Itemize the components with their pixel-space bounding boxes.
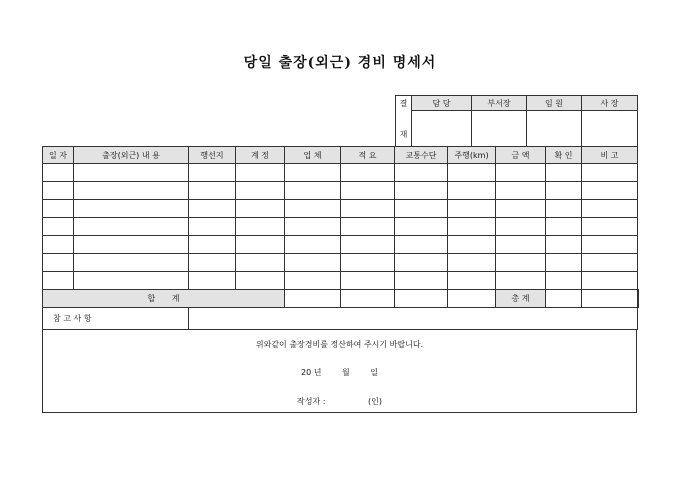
table-row: [43, 236, 639, 254]
table-cell[interactable]: [546, 182, 582, 200]
table-cell[interactable]: [448, 164, 496, 182]
table-cell[interactable]: [395, 272, 448, 290]
table-cell[interactable]: [236, 164, 285, 182]
approval-sign-executive[interactable]: [527, 111, 582, 147]
table-cell[interactable]: [236, 182, 285, 200]
approval-role-staff: 담 당: [412, 96, 472, 111]
table-cell[interactable]: [74, 254, 189, 272]
table-cell[interactable]: [189, 164, 236, 182]
table-cell[interactable]: [546, 218, 582, 236]
confirm-statement: 위와같이 출장경비를 정산하여 주시기 바랍니다.: [255, 340, 424, 349]
table-cell[interactable]: [236, 254, 285, 272]
header-confirm: 확 인: [546, 147, 582, 164]
table-cell[interactable]: [496, 254, 546, 272]
table-cell[interactable]: [189, 200, 236, 218]
table-cell[interactable]: [189, 272, 236, 290]
table-cell[interactable]: [43, 182, 74, 200]
table-cell[interactable]: [285, 164, 341, 182]
table-cell[interactable]: [341, 218, 395, 236]
header-content: 출장(외근) 내 용: [74, 147, 189, 164]
approval-sign-president[interactable]: [582, 111, 638, 147]
table-cell[interactable]: [546, 236, 582, 254]
sum-description-cell[interactable]: [341, 290, 395, 308]
header-remarks: 비 고: [582, 147, 638, 164]
table-cell[interactable]: [43, 218, 74, 236]
table-cell[interactable]: [74, 272, 189, 290]
confirm-date-line: [43, 367, 636, 378]
table-cell[interactable]: [74, 164, 189, 182]
table-cell[interactable]: [285, 254, 341, 272]
table-cell[interactable]: [395, 200, 448, 218]
confirm-author-line: [43, 396, 636, 407]
table-cell[interactable]: [582, 164, 638, 182]
table-cell[interactable]: [448, 182, 496, 200]
table-cell[interactable]: [496, 218, 546, 236]
header-vendor: 업 체: [285, 147, 341, 164]
table-cell[interactable]: [582, 272, 638, 290]
table-cell[interactable]: [448, 272, 496, 290]
total-amount-cell[interactable]: [546, 290, 582, 308]
table-cell[interactable]: [189, 182, 236, 200]
approval-role-president: 사 장: [582, 96, 638, 111]
table-cell[interactable]: [341, 272, 395, 290]
table-cell[interactable]: [448, 200, 496, 218]
table-cell[interactable]: [582, 254, 638, 272]
table-cell[interactable]: [43, 164, 74, 182]
table-cell[interactable]: [285, 200, 341, 218]
table-cell[interactable]: [74, 200, 189, 218]
note-row: [43, 308, 639, 330]
header-description: 적 요: [341, 147, 395, 164]
table-cell[interactable]: [341, 200, 395, 218]
table-cell[interactable]: [395, 164, 448, 182]
table-cell[interactable]: [496, 164, 546, 182]
table-row: [43, 164, 639, 182]
header-mileage: 주행(km): [448, 147, 496, 164]
approval-side-top: 결: [396, 96, 412, 111]
seal-mark: (인): [368, 397, 382, 406]
table-cell[interactable]: [74, 236, 189, 254]
table-cell[interactable]: [341, 182, 395, 200]
confirm-month: 월: [341, 368, 350, 377]
header-destination: 행선지: [189, 147, 236, 164]
table-cell[interactable]: [341, 254, 395, 272]
confirm-day: 일: [370, 368, 378, 377]
total-remarks-cell[interactable]: [638, 290, 639, 308]
table-cell[interactable]: [341, 236, 395, 254]
sum-vendor-cell[interactable]: [285, 290, 341, 308]
table-cell[interactable]: [236, 236, 285, 254]
author-label: 작성자 :: [297, 397, 326, 406]
table-cell[interactable]: [395, 254, 448, 272]
table-cell[interactable]: [285, 218, 341, 236]
document-title: 당일 출장(외근) 경비 명세서: [243, 55, 437, 71]
note-input[interactable]: [189, 308, 638, 330]
approval-table: [395, 95, 638, 147]
header-amount: 금 액: [496, 147, 546, 164]
table-cell[interactable]: [236, 218, 285, 236]
table-cell[interactable]: [546, 272, 582, 290]
table-cell[interactable]: [582, 236, 638, 254]
table-cell[interactable]: [189, 254, 236, 272]
table-cell[interactable]: [43, 272, 74, 290]
approval-role-dept-head: 부서장: [472, 96, 527, 111]
table-row: [43, 254, 639, 272]
total-label: 총 계: [496, 290, 546, 308]
note-label: 참 고 사 항: [53, 314, 92, 323]
table-row: [43, 272, 639, 290]
approval-sign-dept-head[interactable]: [472, 111, 527, 147]
approval-side-bottom: 재: [396, 111, 412, 147]
table-cell[interactable]: [448, 218, 496, 236]
approval-role-executive: 임 원: [527, 96, 582, 111]
confirmation-block: [42, 330, 637, 413]
table-cell[interactable]: [395, 218, 448, 236]
table-cell[interactable]: [285, 272, 341, 290]
table-cell[interactable]: [546, 200, 582, 218]
sum-transport-cell[interactable]: [395, 290, 448, 308]
table-cell[interactable]: [496, 236, 546, 254]
table-cell[interactable]: [189, 236, 236, 254]
header-account: 계 정: [236, 147, 285, 164]
table-cell[interactable]: [285, 236, 341, 254]
total-confirm-cell[interactable]: [582, 290, 638, 308]
table-cell[interactable]: [43, 236, 74, 254]
table-cell[interactable]: [74, 218, 189, 236]
sum-extra-cell[interactable]: [448, 290, 496, 308]
table-cell[interactable]: [582, 182, 638, 200]
table-row: [43, 200, 639, 218]
table-row: [43, 182, 639, 200]
table-cell[interactable]: [582, 218, 638, 236]
table-cell[interactable]: [341, 164, 395, 182]
approval-sign-staff[interactable]: [412, 111, 472, 147]
table-cell[interactable]: [582, 200, 638, 218]
sum-row: [43, 290, 639, 308]
table-cell[interactable]: [546, 254, 582, 272]
table-cell[interactable]: [189, 218, 236, 236]
header-transport: 교통수단: [395, 147, 448, 164]
table-cell[interactable]: [496, 182, 546, 200]
header-date: 일 자: [43, 147, 74, 164]
table-row: [43, 218, 639, 236]
table-cell[interactable]: [448, 254, 496, 272]
header-row: [43, 147, 639, 164]
sum-label: 합 계: [43, 290, 285, 308]
table-cell[interactable]: [546, 164, 582, 182]
note-label-cell: [43, 308, 189, 330]
table-cell[interactable]: [74, 182, 189, 200]
table-cell[interactable]: [395, 236, 448, 254]
confirm-year: 20 년: [300, 368, 322, 377]
table-cell[interactable]: [285, 182, 341, 200]
expense-table: [42, 146, 639, 330]
table-cell[interactable]: [43, 200, 74, 218]
table-cell[interactable]: [236, 272, 285, 290]
table-cell[interactable]: [395, 182, 448, 200]
table-cell[interactable]: [43, 254, 74, 272]
table-cell[interactable]: [236, 200, 285, 218]
table-cell[interactable]: [448, 236, 496, 254]
table-cell[interactable]: [496, 200, 546, 218]
table-cell[interactable]: [496, 272, 546, 290]
